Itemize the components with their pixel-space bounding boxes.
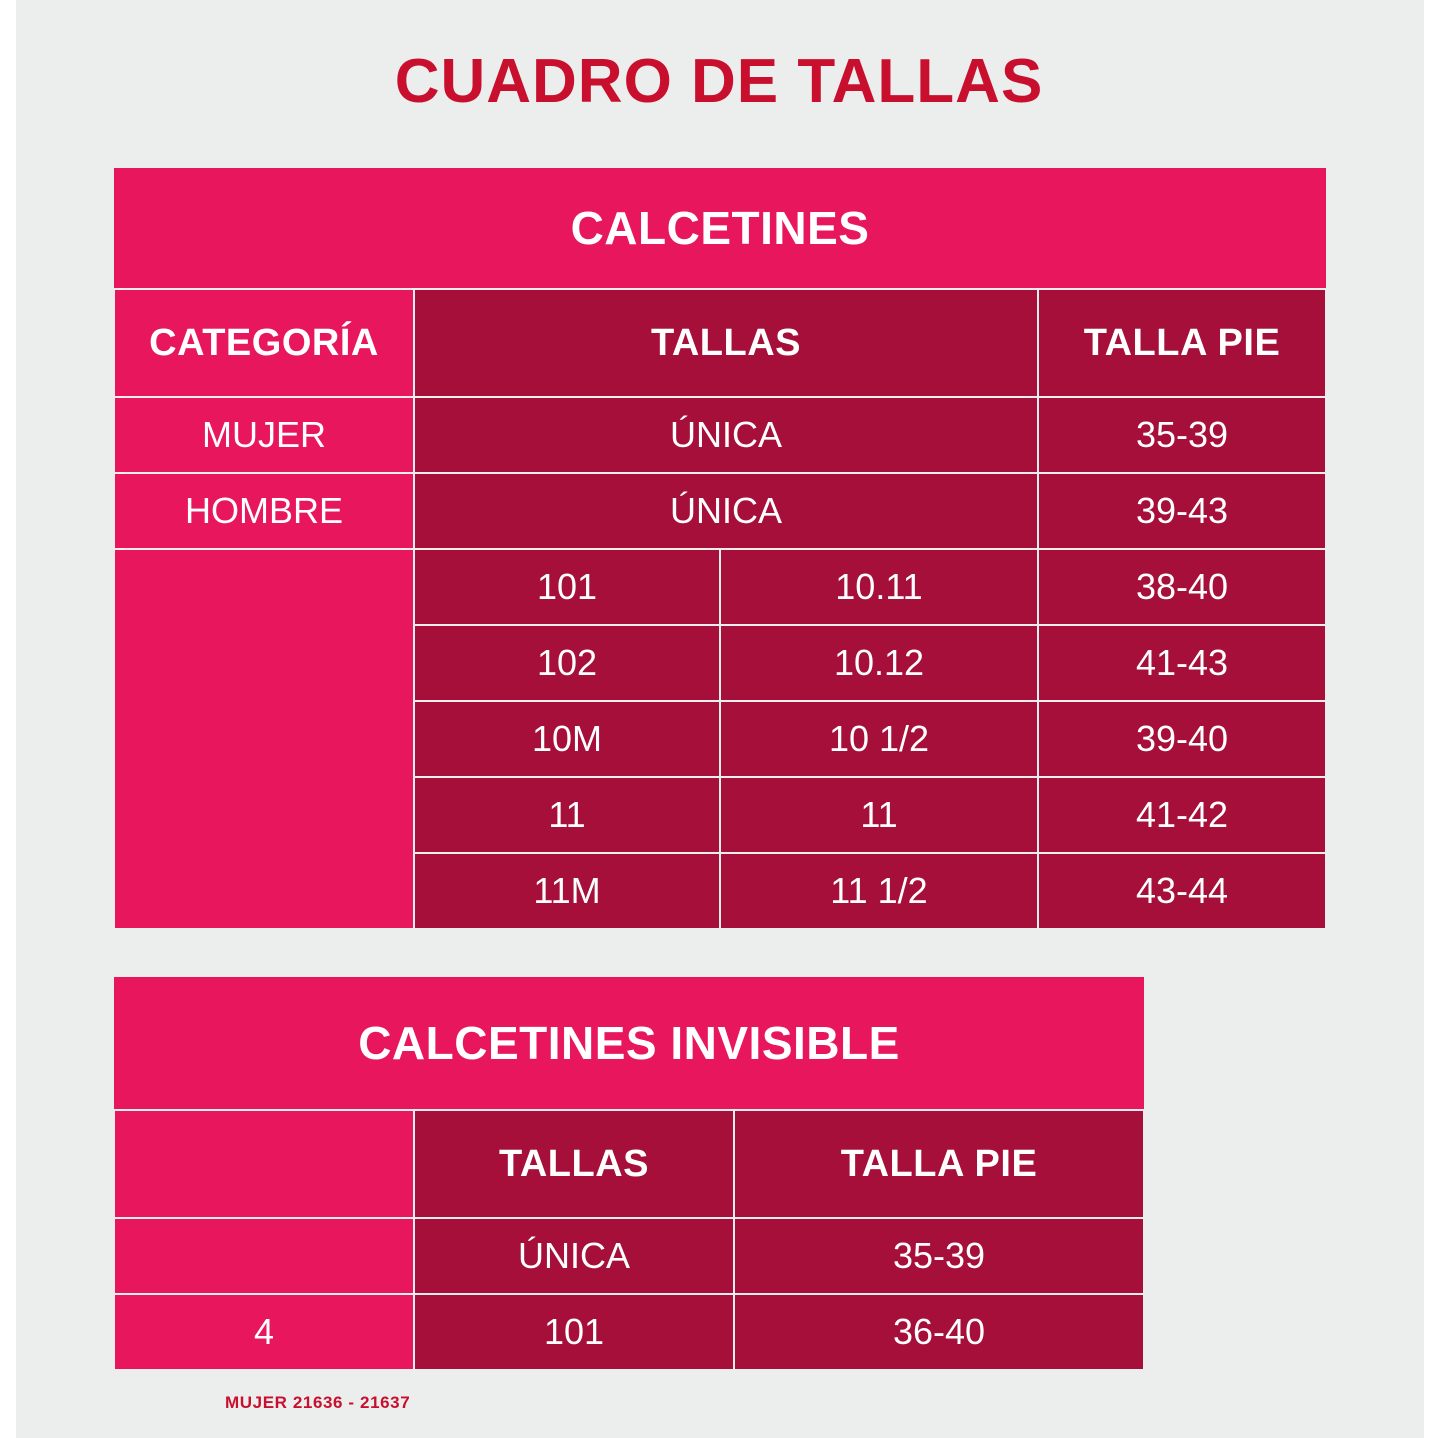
tables-container (113, 168, 1325, 1413)
cell-categoria: HOMBRE (114, 473, 414, 549)
header-talla-pie: TALLA PIE (1038, 289, 1326, 397)
cell-talla-pie: 41-42 (1038, 777, 1326, 853)
table-row (114, 1218, 1144, 1294)
cell-talla-a: 11 (414, 777, 720, 853)
cell-talla-pie: 35-39 (1038, 397, 1326, 473)
cell-tallas: ÚNICA (414, 1218, 734, 1294)
table-banner-row (114, 977, 1144, 1110)
cell-talla-a: 101 (414, 549, 720, 625)
cell-talla-pie: 43-44 (1038, 853, 1326, 929)
table-header-row (114, 289, 1326, 397)
cell-talla-b: 10 1/2 (720, 701, 1038, 777)
table-banner-row (114, 168, 1326, 289)
cell-talla-b: 10.11 (720, 549, 1038, 625)
left-margin (0, 0, 16, 1438)
cell-talla-pie: 39-40 (1038, 701, 1326, 777)
table-row (114, 397, 1326, 473)
table-header-row (114, 1110, 1144, 1218)
invisible-banner-title: CALCETINES INVISIBLE (114, 977, 1144, 1110)
cell-categoria-empty (114, 549, 414, 929)
cell-tallas: 101 (414, 1294, 734, 1370)
cell-talla-pie: 39-43 (1038, 473, 1326, 549)
cell-categoria (114, 1218, 414, 1294)
table-row (114, 473, 1326, 549)
cell-talla-pie: 38-40 (1038, 549, 1326, 625)
header-tallas: TALLAS (414, 1110, 734, 1218)
socks-banner-title: CALCETINES (114, 168, 1326, 289)
header-categoria (114, 1110, 414, 1218)
cell-tallas: ÚNICA (414, 473, 1038, 549)
cell-categoria: MUJER (114, 397, 414, 473)
cell-talla-b: 11 (720, 777, 1038, 853)
footnote-reference: MUJER 21636 - 21637 (225, 1393, 411, 1413)
cell-tallas: ÚNICA (414, 397, 1038, 473)
cell-talla-b: 11 1/2 (720, 853, 1038, 929)
right-margin (1424, 0, 1438, 1438)
table-row (114, 549, 1326, 625)
header-talla-pie: TALLA PIE (734, 1110, 1144, 1218)
cell-talla-b: 10.12 (720, 625, 1038, 701)
cell-talla-a: 102 (414, 625, 720, 701)
cell-talla-a: 11M (414, 853, 720, 929)
cell-categoria: 4 (114, 1294, 414, 1370)
socks-size-table (113, 168, 1327, 930)
cell-talla-pie: 41-43 (1038, 625, 1326, 701)
table-row (114, 1294, 1144, 1370)
header-tallas: TALLAS (414, 289, 1038, 397)
cell-talla-pie: 35-39 (734, 1218, 1144, 1294)
cell-talla-pie: 36-40 (734, 1294, 1144, 1370)
cell-talla-a: 10M (414, 701, 720, 777)
header-categoria: CATEGORÍA (114, 289, 414, 397)
page-title: CUADRO DE TALLAS (394, 47, 1044, 116)
invisible-socks-size-table (113, 977, 1145, 1371)
